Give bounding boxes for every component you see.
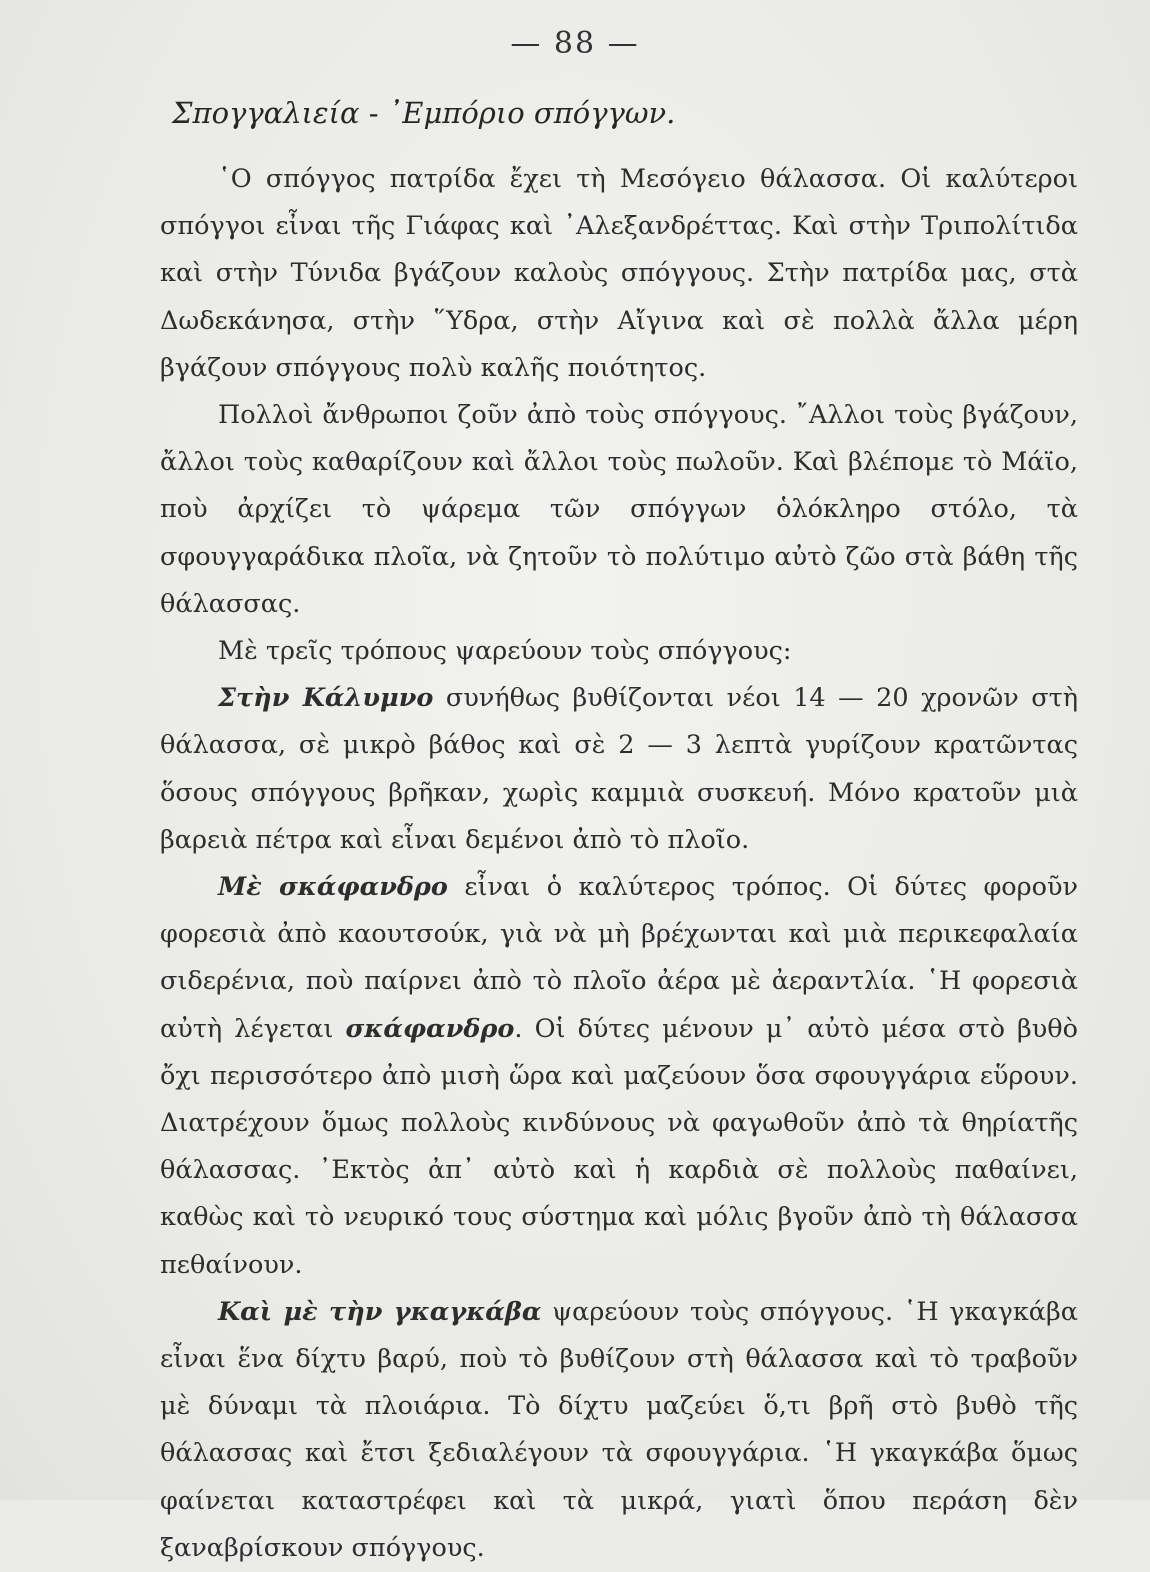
diving-suit-term: σκάφανδρο xyxy=(345,1013,515,1044)
gangava-text: ψαρεύουν τοὺς σπόγγους. ῾Η γκαγκάβα εἶναι ἕνα δίχτυ βαρύ, ποὺ τὸ βυθίζουν στὴ θάλασσα καὶ τὸ τραβοῦν μὲ δύναμι τὰ πλοιάρια. Τὸ δίχτυ μαζεύει ὅ,τι βρῆ στὸ βυθὸ τῆς θάλασσας καὶ ἔτσι ξεδιαλέγουν τὰ σφουγγάρια. ῾Η γκαγκάβα ὅμως φαίνεται καταστρέφει καὶ τὰ μικρά, γιατὶ ὅπου περάση δὲν ξαναβρίσκουν σπόγγους. xyxy=(160,1296,1078,1563)
body-text xyxy=(160,156,1078,1572)
kalymnos-lead: Στὴν Κάλυμνο xyxy=(218,683,434,714)
diving-suit-lead: Μὲ σκάφανδρο xyxy=(218,872,448,903)
kalymnos-text: συνήθως βυθίζονται νέοι 14 — 20 χρονῶν στὴ θάλασσα, σὲ μικρὸ βάθος καὶ σὲ 2 — 3 λεπτὰ γυρίζουν κρατῶντας ὅσους σπόγγους βρῆκαν, χωρὶς καμμιὰ συσκευή. Μόνο κρατοῦν μιὰ βαρειὰ πέτρα καὶ εἶναι δεμένοι ἀπὸ τὸ πλοῖο. xyxy=(160,683,1078,855)
diving-suit-text-a: εἶναι ὁ καλύτερος τρόπος. Οἱ δύτες φοροῦν φορεσιὰ ἀπὸ καουτσούκ, γιὰ νὰ μὴ βρέχωνται καὶ μιὰ περικεφαλαία σιδερένια, ποὺ παίρνει ἀπὸ τὸ πλοῖο ἀέρα μὲ ἀεραντλία. ῾Η φορεσιὰ αὐτὴ λέγεται xyxy=(160,872,1078,1044)
page-number: — 88 — xyxy=(510,26,640,61)
paragraph-three-methods: Μὲ τρεῖς τρόπους ψαρεύουν τοὺς σπόγγους: xyxy=(218,636,792,667)
gangava-lead: Καὶ μὲ τὴν γκαγκάβα xyxy=(218,1296,542,1327)
paragraph-diving-suit xyxy=(160,864,1078,1289)
diving-suit-text-b: . Οἱ δύτες μένουν μ᾿ αὐτὸ μέσα στὸ βυθὸ ὄχι περισσότερο ἀπὸ μισὴ ὥρα καὶ μαζεύουν ὅσα σφουγγάρια εὕρουν. Διατρέχουν ὅμως πολλοὺς κινδύνους νὰ φαγωθοῦν ἀπὸ τὰ θηρίατῆς θάλασσας. ᾿Εκτὸς ἀπ᾿ αὐτὸ καὶ ἡ καρδιὰ σὲ πολλοὺς παθαίνει, καθὼς καὶ τὸ νευρικό τους σύστημα καὶ μόλις βγοῦν ἀπὸ τὴ θάλασσα πεθαίνουν. xyxy=(160,1013,1079,1280)
paragraph-gangava xyxy=(160,1289,1078,1572)
paragraph-sponge-trade: Πολλοὶ ἄνθρωποι ζοῦν ἀπὸ τοὺς σπόγγους. ῎Αλλοι τοὺς βγάζουν, ἄλλοι τοὺς καθαρίζουν καὶ ἄλλοι τοὺς πωλοῦν. Καὶ βλέπομε τὸ Μάϊο, ποὺ ἀρχίζει τὸ ψάρεμα τῶν σπόγγων ὁλόκληρο στόλο, τὰ σφουγγαράδικα πλοῖα, νὰ ζητοῦν τὸ πολύτιμο αὐτὸ ζῶο στὰ βάθη τῆς θάλασσας. xyxy=(160,400,1078,619)
paragraph-kalymnos xyxy=(160,675,1078,864)
paragraph-sponge-origin: ῾Ο σπόγγος πατρίδα ἔχει τὴ Μεσόγειο θάλασσα. Οἱ καλύτεροι σπόγγοι εἶναι τῆς Γιάφας καὶ ᾿Αλεξανδρέττας. Καὶ στὴν Τριπολίτιδα καὶ στὴν Τύνιδα βγάζουν καλοὺς σπόγγους. Στὴν πατρίδα μας, στὰ Δωδεκάνησα, στὴν ῞Υδρα, στὴν Αἴγινα καὶ σὲ πολλὰ ἄλλα μέρη βγάζουν σπόγγους πολὺ καλῆς ποιότητος. xyxy=(160,164,1078,383)
section-heading: Σπογγαλιεία - ᾿Εμπόριο σπόγγων. xyxy=(172,96,676,130)
